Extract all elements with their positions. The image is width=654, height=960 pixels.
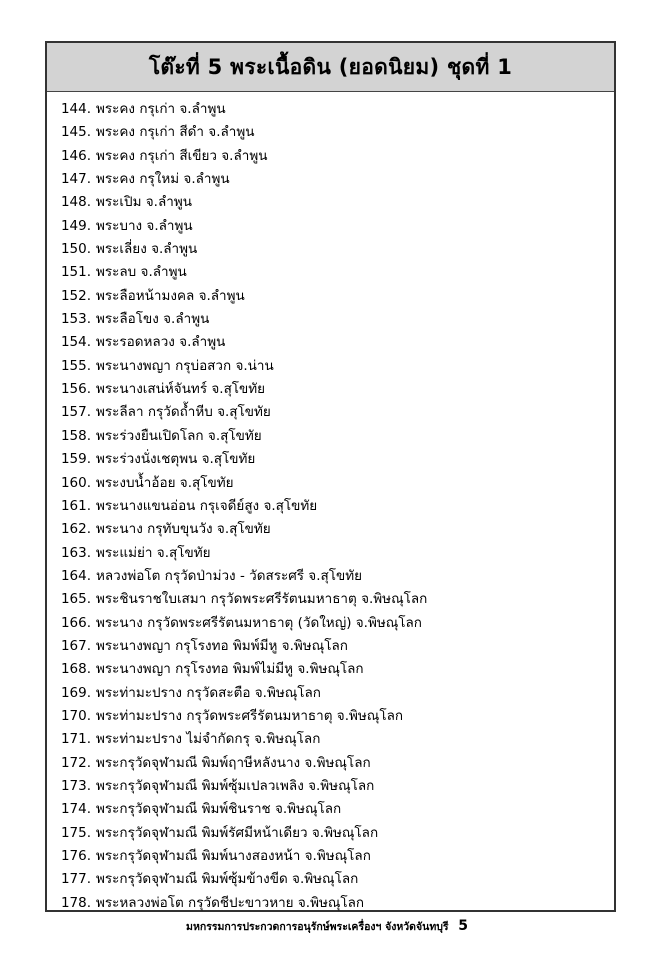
item-text: พระเลี่ยง จ.ลำพูน xyxy=(96,241,198,258)
item-number: 172. xyxy=(60,754,91,771)
item-number: 174. xyxy=(60,801,91,818)
list-item xyxy=(47,121,614,144)
item-number: 162. xyxy=(60,521,91,538)
item-number: 176. xyxy=(60,848,91,864)
item-number: 178. xyxy=(60,894,91,911)
list-item xyxy=(47,331,614,354)
item-number: 150. xyxy=(60,241,91,258)
item-text: พระงบน้ำอ้อย จ.สุโขทัย xyxy=(96,474,234,491)
item-text: พระหลวงพ่อโต กรุวัดชีปะขาวหาย จ.พิษณุโลก xyxy=(96,894,365,911)
item-text: พระนางพญา กรุโรงทอ พิมพ์ไม่มีหู จ.พิษณุโลก xyxy=(96,661,364,678)
item-text: พระคง กรุเก่า จ.ลำพูน xyxy=(96,101,226,117)
list-item xyxy=(47,822,614,845)
list-item xyxy=(47,868,614,891)
item-text: พระนางเสน่ห์จันทร์ จ.สุโขทัย xyxy=(96,381,266,398)
list-item xyxy=(47,728,614,751)
list-item xyxy=(47,261,614,284)
item-number: 177. xyxy=(60,871,91,888)
item-number: 169. xyxy=(60,684,91,701)
item-text: พระคง กรุใหม่ จ.ลำพูน xyxy=(96,171,230,188)
amulet-list xyxy=(47,92,614,915)
item-text: หลวงพ่อโต กรุวัดป่าม่วง - วัดสระศรี จ.สุโขทัย xyxy=(96,567,363,584)
item-number: 175. xyxy=(60,824,91,841)
item-number: 157. xyxy=(60,404,91,421)
item-number: 165. xyxy=(60,591,91,608)
list-item xyxy=(47,308,614,331)
item-text: พระลบ จ.ลำพูน xyxy=(96,264,187,281)
list-item xyxy=(47,425,614,448)
list-item xyxy=(47,355,614,378)
item-text: พระนาง กรุวัดพระศรีรัตนมหาธาตุ (วัดใหญ่) จ.พิษณุโลก xyxy=(96,614,422,631)
list-item xyxy=(47,752,614,775)
item-text: พระกรุวัดจุฬามณี พิมพ์ฤาษีหลังนาง จ.พิษณุโลก xyxy=(96,754,371,771)
item-text: พระแม่ย่า จ.สุโขทัย xyxy=(96,544,211,561)
list-item xyxy=(47,285,614,308)
item-number: 159. xyxy=(60,451,91,468)
item-text: พระคง กรุเก่า สีเขียว จ.ลำพูน xyxy=(96,147,268,164)
item-number: 156. xyxy=(60,381,91,398)
item-number: 164. xyxy=(60,567,91,584)
list-item xyxy=(47,378,614,401)
item-number: 161. xyxy=(60,497,91,514)
item-text: พระกรุวัดจุฬามณี พิมพ์นางสองหน้า จ.พิษณุโลก xyxy=(96,848,371,864)
item-text: พระคง กรุเก่า สีดำ จ.ลำพูน xyxy=(96,124,255,141)
item-number: 155. xyxy=(60,357,91,374)
item-number: 160. xyxy=(60,474,91,491)
item-number: 170. xyxy=(60,707,91,724)
item-number: 146. xyxy=(60,147,91,164)
document-frame xyxy=(45,41,616,912)
footer-text: มหกรรมการประกวดการอนุรักษ์พระเครื่องฯ จังหวัดจันทบุรี xyxy=(186,921,449,933)
list-item xyxy=(47,775,614,798)
item-number: 153. xyxy=(60,311,91,328)
table-header xyxy=(47,43,614,92)
page-title: โต๊ะที่ 5 พระเนื้อดิน (ยอดนิยม) ชุดที่ 1 xyxy=(148,54,513,79)
item-text: พระกรุวัดจุฬามณี พิมพ์ซุ้มเปลวเพลิง จ.พิษณุโลก xyxy=(96,777,375,794)
item-text: พระร่วงนั่งเชตุพน จ.สุโขทัย xyxy=(96,451,256,468)
list-item xyxy=(47,472,614,495)
item-number: 145. xyxy=(60,124,91,141)
item-number: 149. xyxy=(60,217,91,234)
list-item xyxy=(47,191,614,214)
list-item xyxy=(47,168,614,191)
item-text: พระนางพญา กรุบ่อสวก จ.น่าน xyxy=(96,357,274,374)
item-number: 166. xyxy=(60,614,91,631)
item-number: 173. xyxy=(60,777,91,794)
item-text: พระร่วงยืนเปิดโลก จ.สุโขทัย xyxy=(96,427,262,444)
item-text: พระท่ามะปราง กรุวัดสะตือ จ.พิษณุโลก xyxy=(96,684,321,701)
list-item xyxy=(47,612,614,635)
page-footer xyxy=(0,918,654,935)
item-text: พระกรุวัดจุฬามณี พิมพ์ชินราช จ.พิษณุโลก xyxy=(96,801,342,818)
item-number: 154. xyxy=(60,334,91,351)
item-number: 148. xyxy=(60,194,91,211)
list-item xyxy=(47,892,614,915)
list-item xyxy=(47,401,614,424)
item-number: 152. xyxy=(60,287,91,304)
item-number: 167. xyxy=(60,637,91,654)
list-item xyxy=(47,542,614,565)
item-text: พระนาง กรุทับขุนวัง จ.สุโขทัย xyxy=(96,521,271,538)
item-text: พระลือโขง จ.ลำพูน xyxy=(96,311,210,328)
list-item xyxy=(47,215,614,238)
item-text: พระลีลา กรุวัดถ้ำหีบ จ.สุโขทัย xyxy=(96,404,271,421)
item-number: 163. xyxy=(60,544,91,561)
list-item xyxy=(47,145,614,168)
item-number: 147. xyxy=(60,171,91,188)
item-text: พระเปิม จ.ลำพูน xyxy=(96,194,192,211)
list-item xyxy=(47,448,614,471)
item-text: พระลือหน้ามงคล จ.ลำพูน xyxy=(96,287,245,304)
item-text: พระกรุวัดจุฬามณี พิมพ์รัศมีหน้าเดียว จ.พิษณุโลก xyxy=(96,824,379,841)
page-number: 5 xyxy=(458,918,468,934)
item-text: พระท่ามะปราง ไม่จำกัดกรุ จ.พิษณุโลก xyxy=(96,731,321,748)
list-item xyxy=(47,798,614,821)
item-number: 171. xyxy=(60,731,91,748)
list-item xyxy=(47,518,614,541)
list-item xyxy=(47,845,614,868)
item-number: 168. xyxy=(60,661,91,678)
item-number: 151. xyxy=(60,264,91,281)
item-text: พระบาง จ.ลำพูน xyxy=(96,217,193,234)
item-text: พระท่ามะปราง กรุวัดพระศรีรัตนมหาธาตุ จ.พิษณุโลก xyxy=(96,707,404,724)
list-item xyxy=(47,705,614,728)
item-text: พระรอดหลวง จ.ลำพูน xyxy=(96,334,226,351)
item-text: พระกรุวัดจุฬามณี พิมพ์ซุ้มข้างขีด จ.พิษณุโลก xyxy=(96,871,359,888)
list-item xyxy=(47,238,614,261)
list-item xyxy=(47,658,614,681)
list-item xyxy=(47,635,614,658)
item-text: พระนางแขนอ่อน กรุเจดีย์สูง จ.สุโขทัย xyxy=(96,497,318,514)
list-item xyxy=(47,682,614,705)
item-number: 158. xyxy=(60,427,91,444)
list-item xyxy=(47,98,614,121)
list-item xyxy=(47,588,614,611)
item-text: พระชินราชใบเสมา กรุวัดพระศรีรัตนมหาธาตุ จ.พิษณุโลก xyxy=(96,591,428,608)
list-item xyxy=(47,495,614,518)
item-text: พระนางพญา กรุโรงทอ พิมพ์มีหู จ.พิษณุโลก xyxy=(96,637,348,654)
item-number: 144. xyxy=(60,101,91,117)
list-item xyxy=(47,565,614,588)
